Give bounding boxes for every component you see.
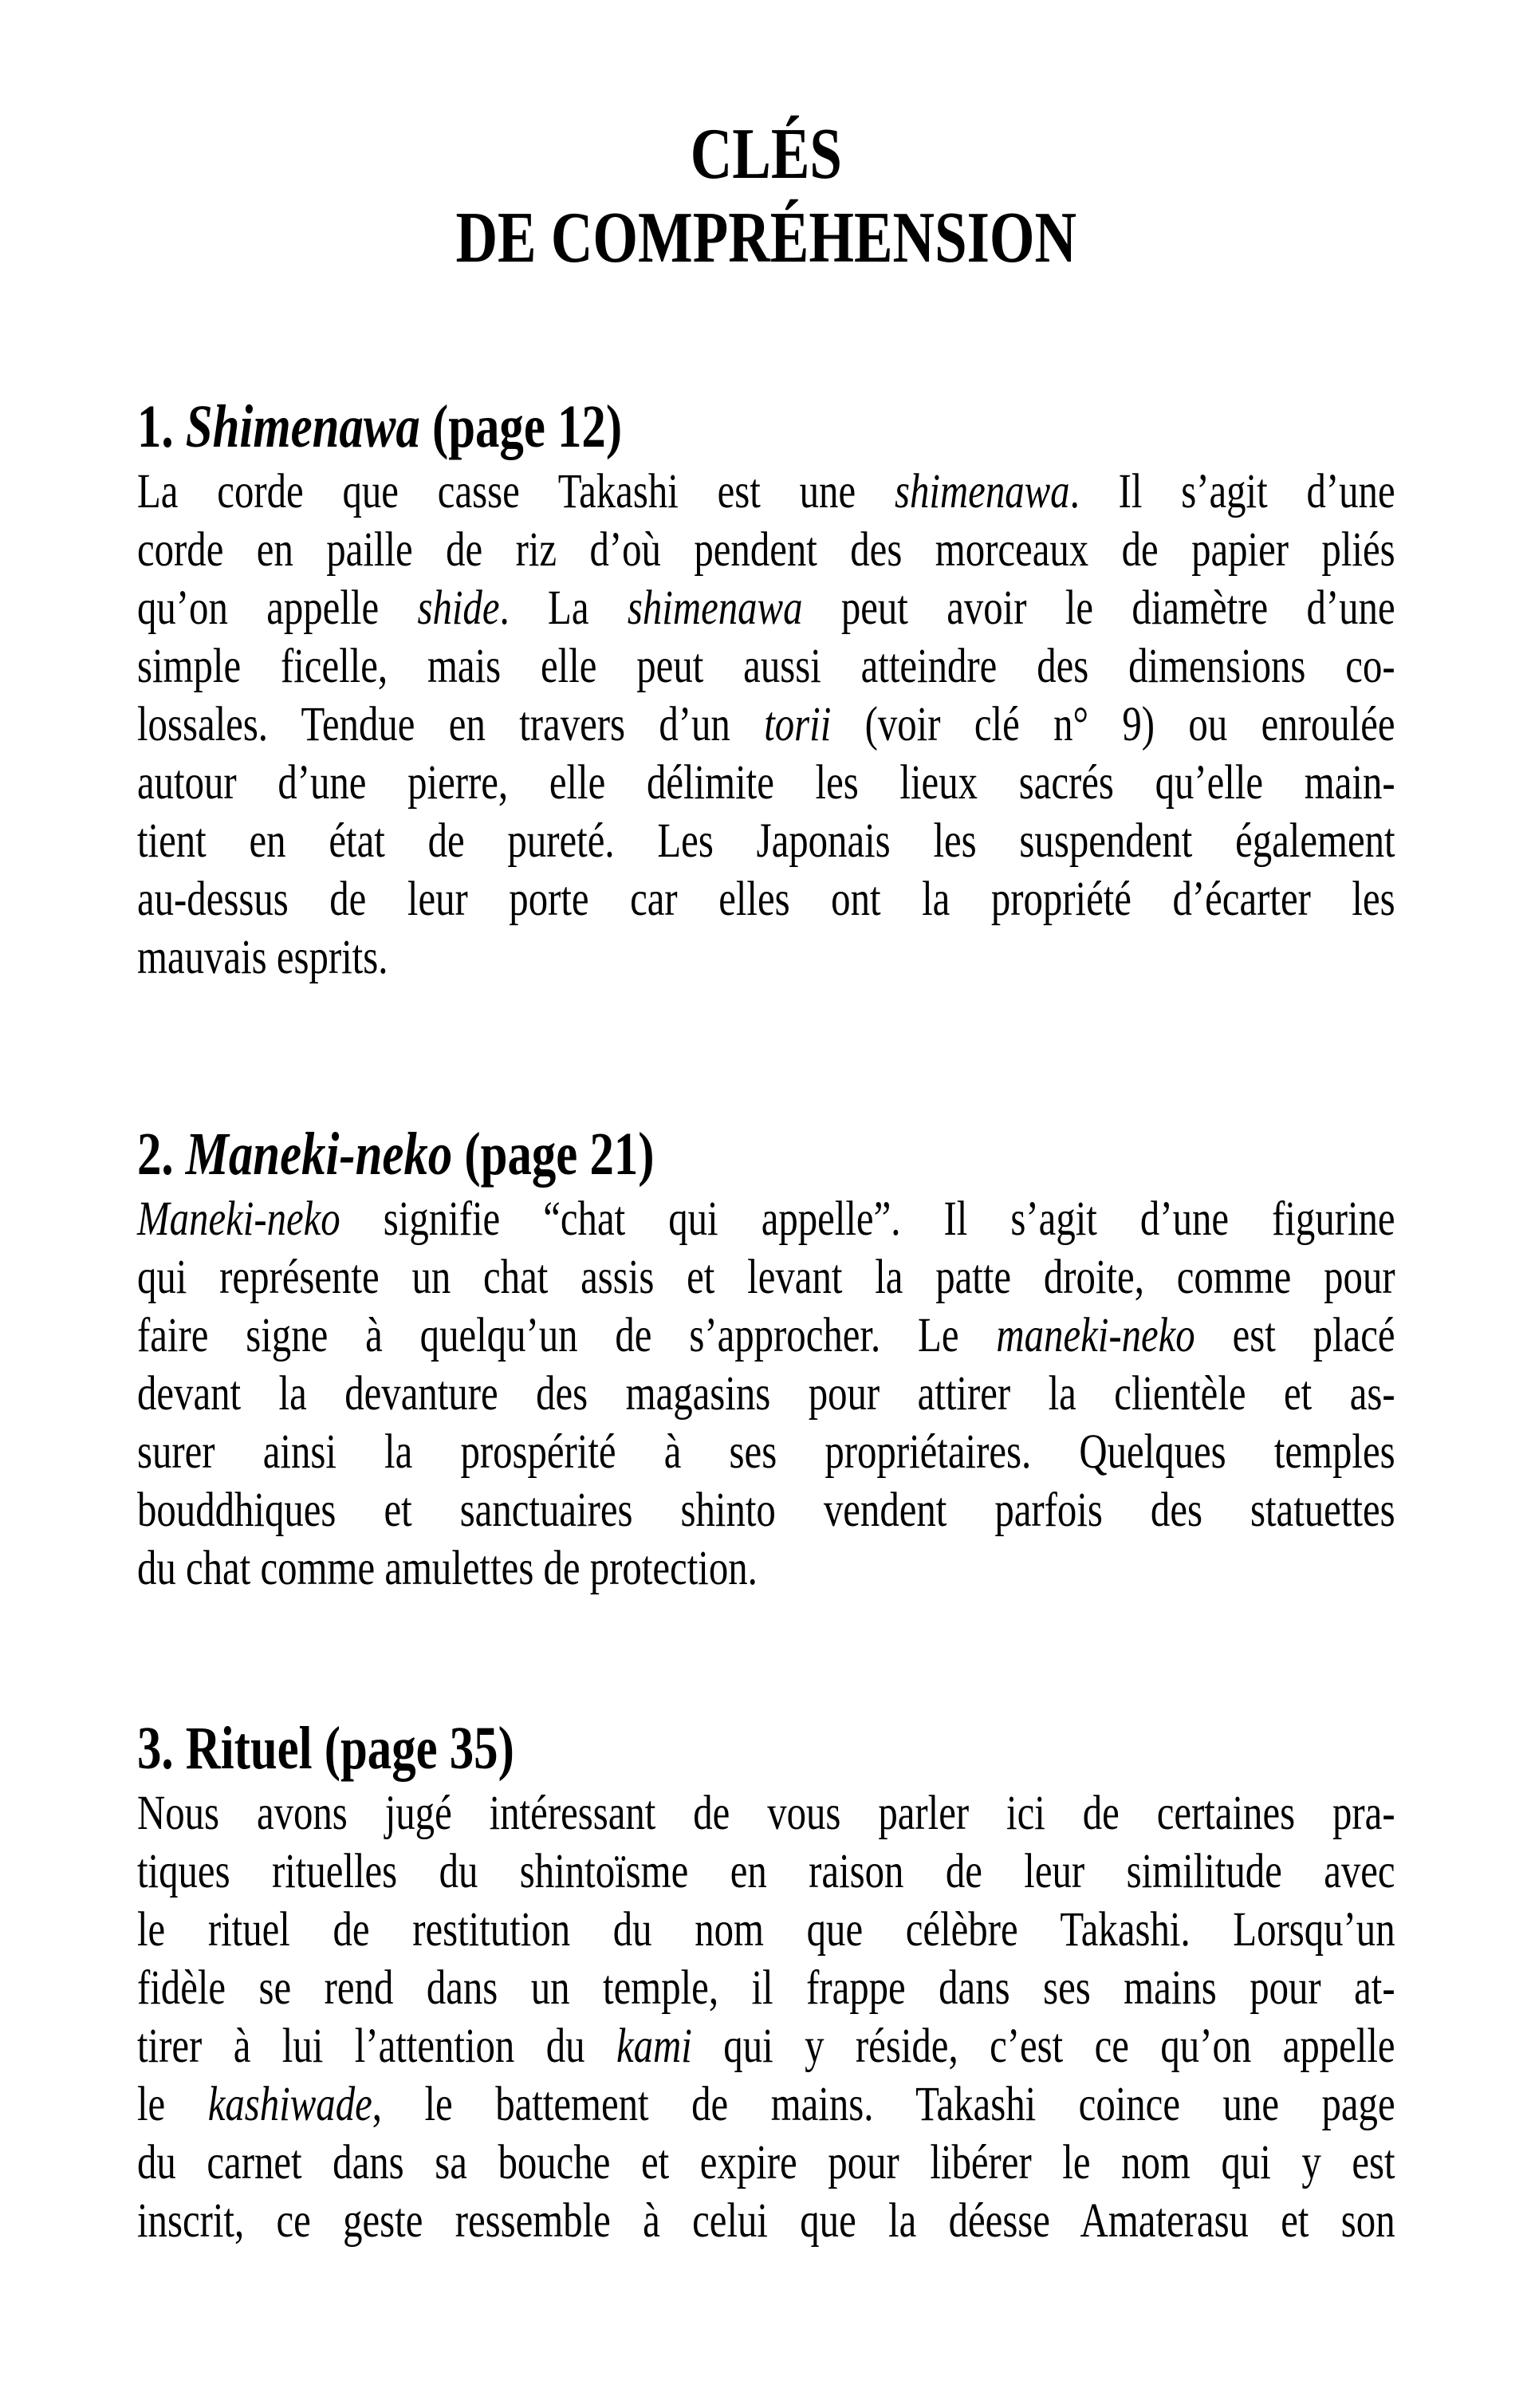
italic-term: torii bbox=[764, 698, 832, 751]
italic-term: Maneki-neko bbox=[185, 1121, 453, 1188]
text-run: qui représente un chat assis et levant la patte droite, comme pour bbox=[137, 1251, 1395, 1304]
paragraph bbox=[137, 463, 1395, 987]
italic-term: kashiwade bbox=[207, 2078, 372, 2131]
text-run: faire signe à quelqu’un de s’approcher. Le bbox=[137, 1309, 997, 1362]
text-run: simple ficelle, mais elle peut aussi atteindre des dimensions co- bbox=[137, 640, 1395, 693]
sections-container bbox=[137, 391, 1395, 2250]
page-title bbox=[137, 112, 1395, 279]
text-run: . La bbox=[499, 581, 628, 635]
text-run: Nous avons jugé intéressant de vous parler ici de certaines pra- bbox=[137, 1787, 1395, 1840]
italic-term: maneki-neko bbox=[996, 1309, 1195, 1362]
text-line bbox=[137, 2017, 1395, 2075]
paragraph bbox=[137, 1784, 1395, 2250]
italic-term: shimenawa bbox=[627, 581, 803, 635]
text-line bbox=[137, 928, 1395, 987]
text-run: (page 21) bbox=[452, 1121, 655, 1188]
text-run: qui y réside, c’est ce qu’on appelle bbox=[691, 2020, 1395, 2073]
text-line bbox=[137, 1481, 1395, 1539]
text-line bbox=[137, 1365, 1395, 1423]
text-line bbox=[137, 1306, 1395, 1365]
text-run: La corde que casse Takashi est une bbox=[137, 465, 895, 518]
text-line bbox=[137, 1539, 1395, 1598]
text-run: tient en état de pureté. Les Japonais les suspendent également bbox=[137, 814, 1395, 868]
text-run: le bbox=[137, 2078, 208, 2131]
text-run: du chat comme amulettes de protection. bbox=[137, 1542, 758, 1595]
text-run: est placé bbox=[1194, 1309, 1395, 1362]
text-run: 3. Rituel (page 35) bbox=[137, 1715, 514, 1782]
text-run: devant la devanture des magasins pour attirer la clientèle et as- bbox=[137, 1367, 1395, 1421]
text-run: qu’on appelle bbox=[137, 581, 418, 635]
text-run: tiques rituelles du shintoïsme en raison de leur similitude avec bbox=[137, 1845, 1395, 1898]
text-run: , le battement de mains. Takashi coince une page bbox=[372, 2078, 1395, 2131]
text-line bbox=[137, 754, 1395, 812]
text-run: (voir clé n° 9) ou enroulée bbox=[831, 698, 1395, 751]
text-column bbox=[137, 0, 1395, 2250]
text-run: 2. bbox=[137, 1121, 186, 1188]
text-run: autour d’une pierre, elle délimite les lieux sacrés qu’elle main- bbox=[137, 756, 1395, 810]
text-line bbox=[137, 637, 1395, 696]
text-line bbox=[137, 463, 1395, 521]
text-line bbox=[137, 696, 1395, 754]
italic-term: kami bbox=[616, 2020, 692, 2073]
text-run: du carnet dans sa bouche et expire pour libérer le nom qui y est bbox=[137, 2136, 1395, 2189]
text-line bbox=[137, 2192, 1395, 2250]
text-run: inscrit, ce geste ressemble à celui que la déesse Amaterasu et son bbox=[137, 2194, 1395, 2248]
text-line bbox=[137, 1423, 1395, 1481]
section-3 bbox=[137, 1712, 1395, 2250]
text-run: mauvais esprits. bbox=[137, 931, 388, 984]
text-line bbox=[137, 870, 1395, 928]
text-line bbox=[137, 521, 1395, 579]
text-line bbox=[137, 1784, 1395, 1842]
text-run: au-dessus de leur porte car elles ont la propriété d’écarter les bbox=[137, 873, 1395, 926]
italic-term: shide bbox=[417, 581, 500, 635]
text-line bbox=[137, 1190, 1395, 1248]
text-run: peut avoir le diamètre d’une bbox=[802, 581, 1395, 635]
text-run: corde en paille de riz d’où pendent des morceaux de papier pliés bbox=[137, 523, 1395, 577]
text-line bbox=[137, 1842, 1395, 1901]
text-run: bouddhiques et sanctuaires shinto vendent parfois des statuettes bbox=[137, 1484, 1395, 1537]
text-line bbox=[137, 1959, 1395, 2017]
italic-term: shimenawa bbox=[894, 465, 1070, 518]
text-run: tirer à lui l’attention du bbox=[137, 2020, 616, 2073]
text-run: surer ainsi la prospérité à ses propriétaires. Quelques temples bbox=[137, 1425, 1395, 1479]
page-title-line-1: CLÉS bbox=[690, 113, 842, 194]
text-run: fidèle se rend dans un temple, il frappe dans ses mains pour at- bbox=[137, 1961, 1395, 2015]
paragraph bbox=[137, 1190, 1395, 1598]
italic-term: Shimenawa bbox=[185, 393, 420, 460]
page-title-line-2: DE COMPRÉHENSION bbox=[455, 197, 1077, 278]
section-1 bbox=[137, 391, 1395, 987]
section-heading bbox=[137, 391, 1395, 463]
text-run: signifie “chat qui appelle”. Il s’agit d’une figurine bbox=[340, 1192, 1395, 1246]
text-run: le rituel de restitution du nom que célèbre Takashi. Lorsqu’un bbox=[137, 1903, 1395, 1957]
text-line bbox=[137, 2075, 1395, 2134]
text-run: 1. bbox=[137, 393, 186, 460]
text-line bbox=[137, 1248, 1395, 1306]
text-run: . Il s’agit d’une bbox=[1069, 465, 1395, 518]
section-heading bbox=[137, 1118, 1395, 1190]
text-line bbox=[137, 2134, 1395, 2192]
text-line bbox=[137, 1901, 1395, 1959]
text-line bbox=[137, 579, 1395, 637]
section-2 bbox=[137, 1118, 1395, 1598]
text-line bbox=[137, 812, 1395, 870]
text-run: lossales. Tendue en travers d’un bbox=[137, 698, 765, 751]
text-run: (page 12) bbox=[419, 393, 623, 460]
italic-term: Maneki-neko bbox=[137, 1192, 340, 1246]
section-heading bbox=[137, 1712, 1395, 1784]
